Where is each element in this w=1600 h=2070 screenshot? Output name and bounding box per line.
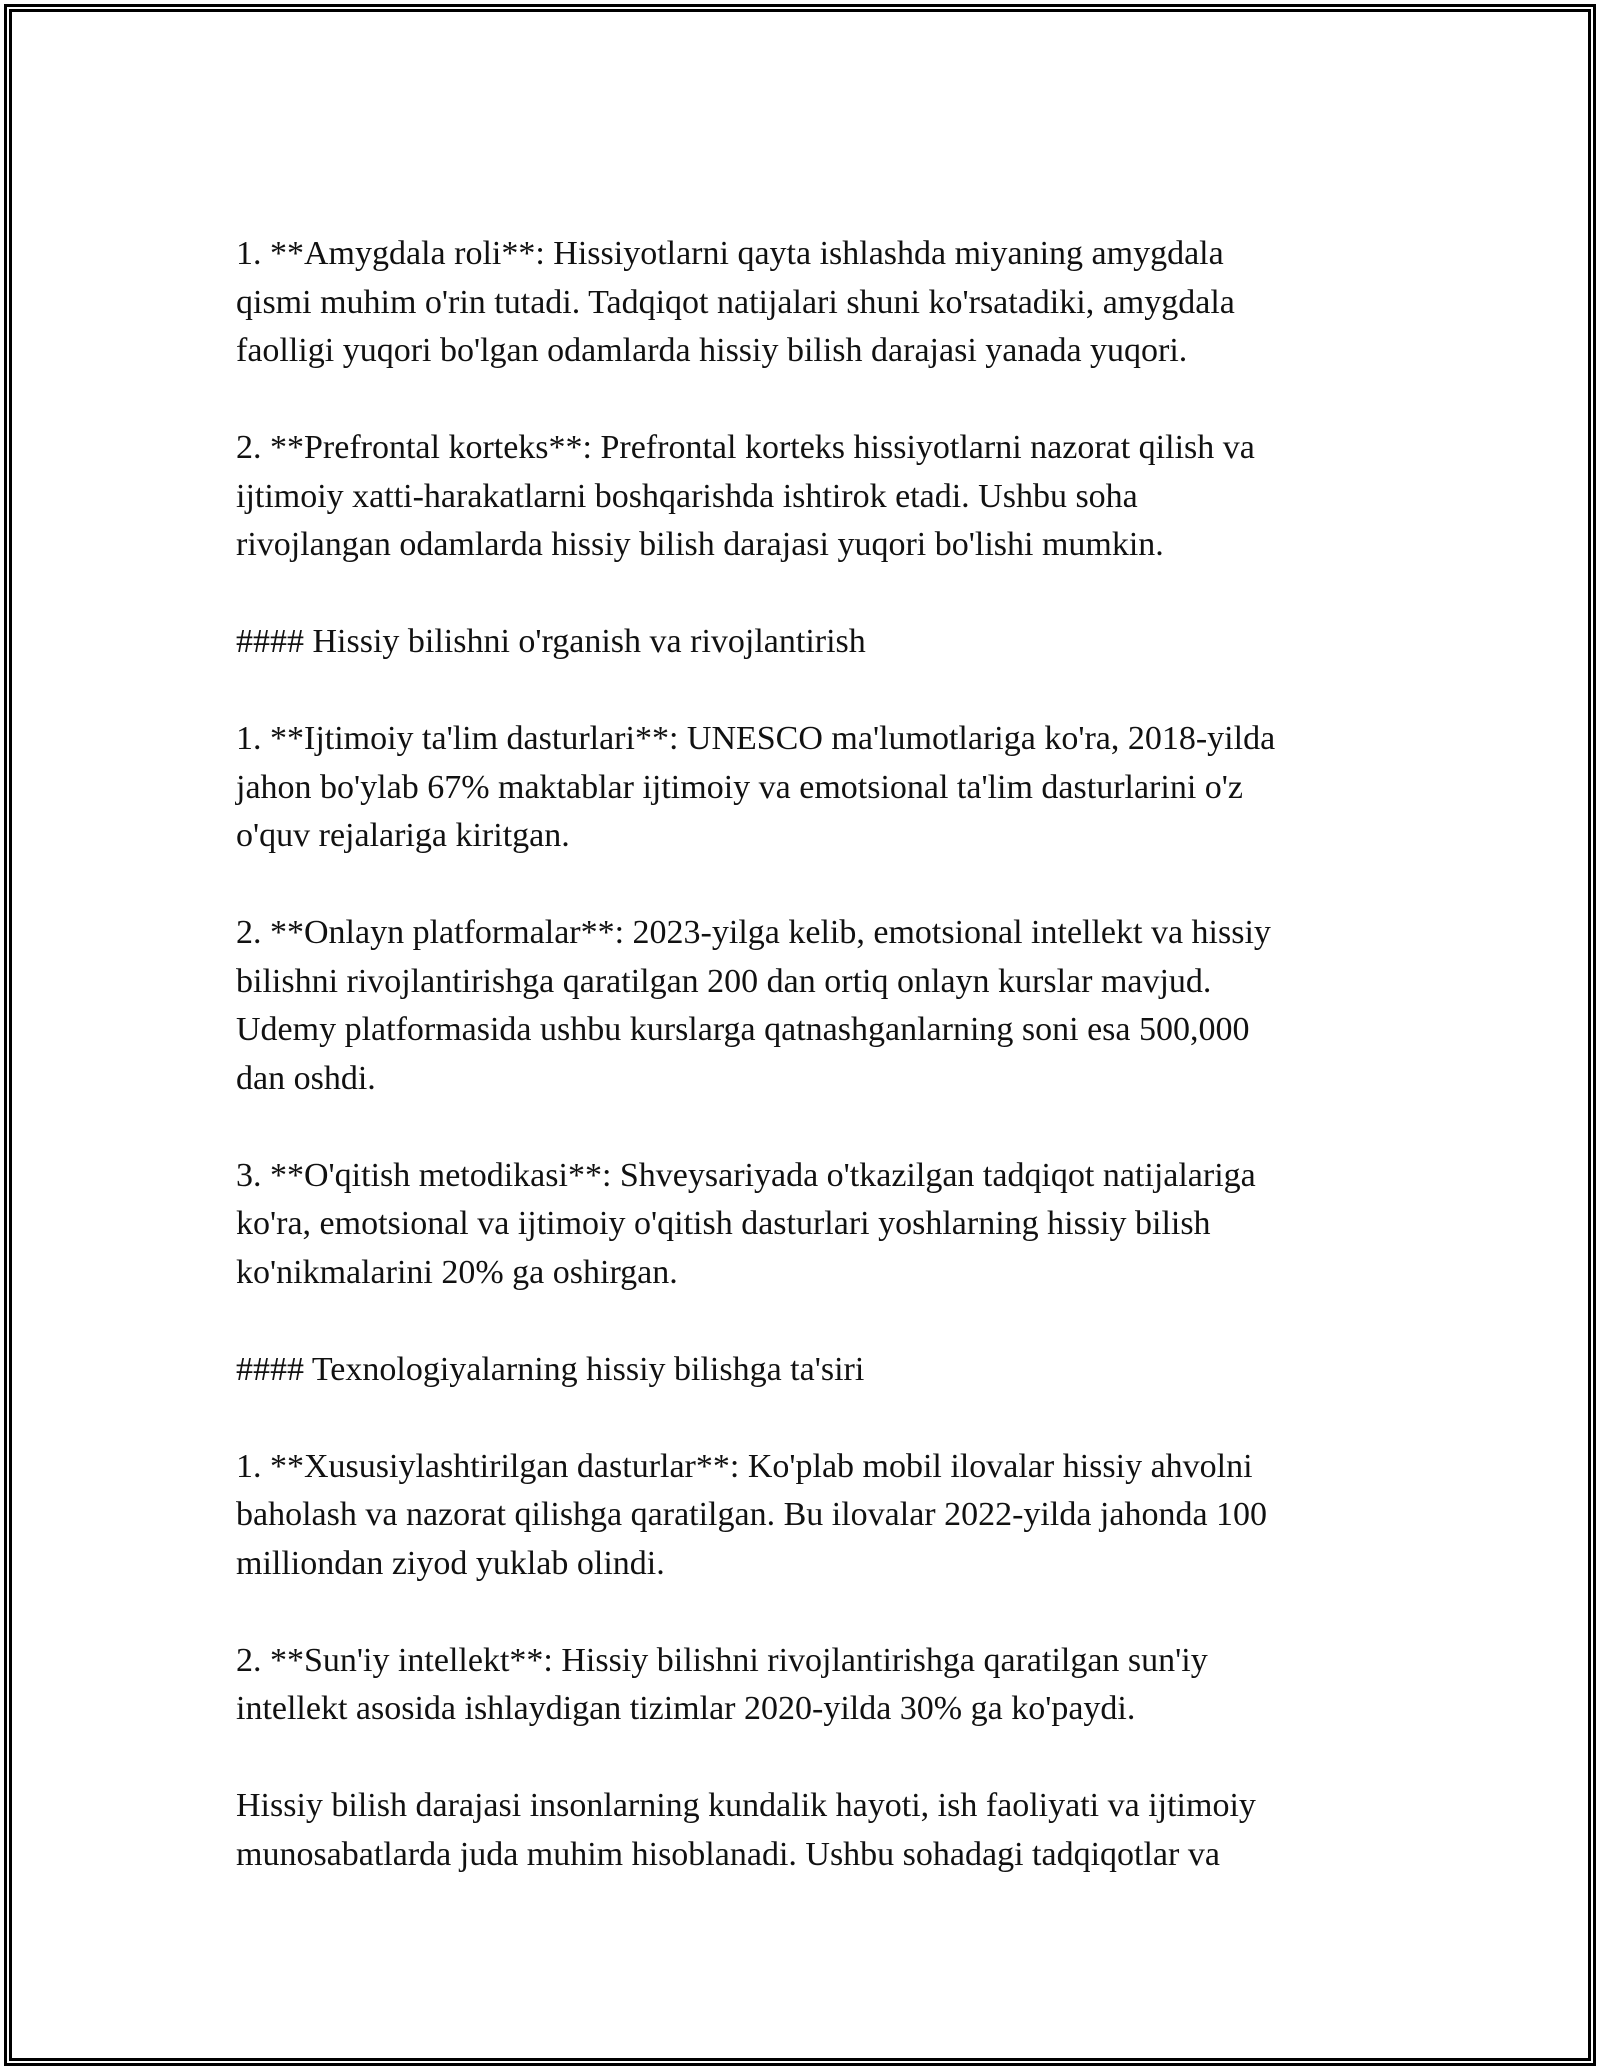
- paragraph-teaching-methods: 3. **O'qitish metodikasi**: Shveysariyada o'tkazilgan tadqiqot natijalariga ko'ra, emotsional va ijtimoiy o'qitish dasturlari yoshlarning hissiy bilish ko'nikmalarini 20% ga oshirgan.: [236, 1156, 1256, 1291]
- paragraph-custom-programs: 1. **Xususiylashtirilgan dasturlar**: Ko'plab mobil ilovalar hissiy ahvolni baholash va nazorat qilishga qaratilgan. Bu ilovalar 2022-yilda jahonda 100 milliondan ziyod yuklab olindi.: [236, 1447, 1268, 1582]
- paragraph-conclusion: Hissiy bilish darajasi insonlarning kundalik hayoti, ish faoliyati va ijtimoiy munosabatlarda juda muhim hisoblanadi. Ushbu sohadagi tadqiqotlar va: [236, 1787, 1256, 1873]
- section-heading-learning: #### Hissiy bilishni o'rganish va rivojlantirish: [236, 623, 866, 660]
- document-body: [236, 230, 1386, 1879]
- paragraph-online-platforms: 2. **Onlayn platformalar**: 2023-yilga kelib, emotsional intellekt va hissiy bilishni rivojlantirishga qaratilgan 200 dan ortiq onlayn kurslar mavjud. Udemy platformasida ushbu kurslarga qatnashganlarning soni esa 500,000 dan oshdi.: [236, 914, 1271, 1097]
- paragraph-social-education: 1. **Ijtimoiy ta'lim dasturlari**: UNESCO ma'lumotlariga ko'ra, 2018-yilda jahon bo'ylab 67% maktablar ijtimoiy va emotsional ta'lim dasturlarini o'z o'quv rejalariga kiritgan.: [236, 720, 1276, 854]
- section-heading-technology: #### Texnologiyalarning hissiy bilishga ta'siri: [236, 1350, 865, 1388]
- paragraph-artificial-intelligence: 2. **Sun'iy intellekt**: Hissiy bilishni rivojlantirishga qaratilgan sun'iy intellekt asosida ishlaydigan tizimlar 2020-yilda 30% ga ko'paydi.: [236, 1641, 1208, 1727]
- paragraph-prefrontal-cortex: 2. **Prefrontal korteks**: Prefrontal korteks hissiyotlarni nazorat qilish va ijtimoiy xatti-harakatlarni boshqarishda ishtirok etadi. Ushbu soha rivojlangan odamlarda hissiy bilish darajasi yuqori bo'lishi mumkin.: [236, 429, 1255, 563]
- paragraph-amygdala: 1. **Amygdala roli**: Hissiyotlarni qayta ishlashda miyaning amygdala qismi muhim o'rin tutadi. Tadqiqot natijalari shuni ko'rsatadiki, amygdala faolligi yuqori bo'lgan odamlarda hissiy bilish darajasi yanada yuqori.: [236, 235, 1235, 369]
